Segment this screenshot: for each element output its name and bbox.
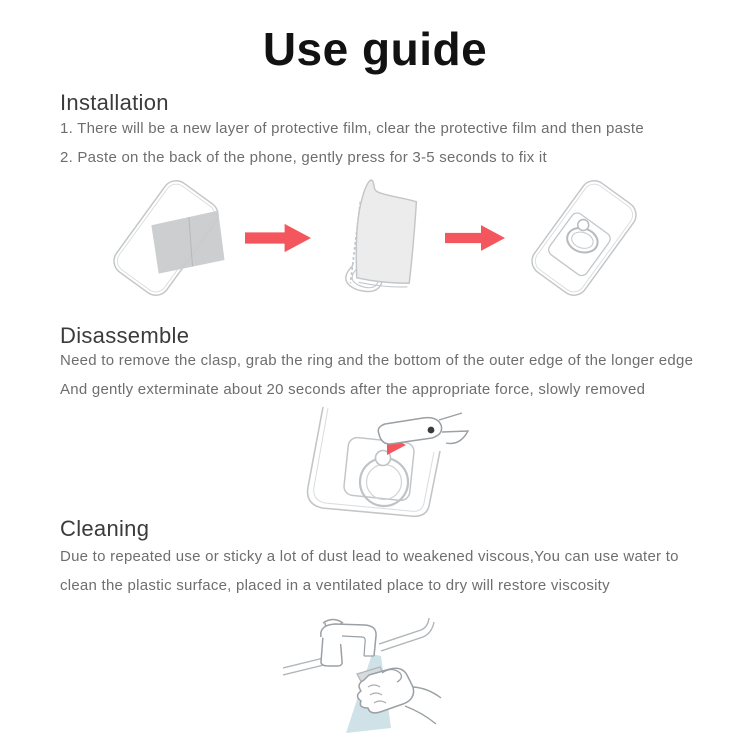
disassemble-text [60,347,693,404]
disassemble-line-1: Need to remove the clasp, grab the ring and the bottom of the outer edge of the longer edge [60,352,694,369]
arrow-right-icon [445,220,505,256]
installation-step-2: 2. Paste on the back of the phone, gently press for 3-5 seconds to fix it [60,148,547,166]
disassemble-line-2: And gently exterminate about 20 seconds after the appropriate force, slowly removed [60,380,646,398]
phone-with-ring-icon [520,172,648,304]
installation-heading: Installation [60,90,169,115]
rinse-under-faucet-icon [283,612,473,748]
page-title: Use guide [262,23,488,75]
cleaning-line-2: clean the plastic surface, placed in a ventilated place to dry will restore viscosity [60,576,610,594]
installation-steps [60,115,644,172]
cleaning-text [60,543,679,600]
arrow-right-icon [245,218,311,258]
installation-step-1: 1. There will be a new layer of protective film, clear the protective film and then paste [60,120,644,137]
disassemble-heading: Disassemble [60,323,190,348]
cleaning-heading: Cleaning [60,516,150,541]
phone-with-film-icon [102,172,230,304]
installation-illustration-row [0,170,750,305]
peel-film-icon [326,172,430,304]
cleaning-line-1: Due to repeated use or sticky a lot of dust lead to weakened viscous,You can use water to [60,548,679,565]
remove-ring-holder-icon [300,404,490,524]
